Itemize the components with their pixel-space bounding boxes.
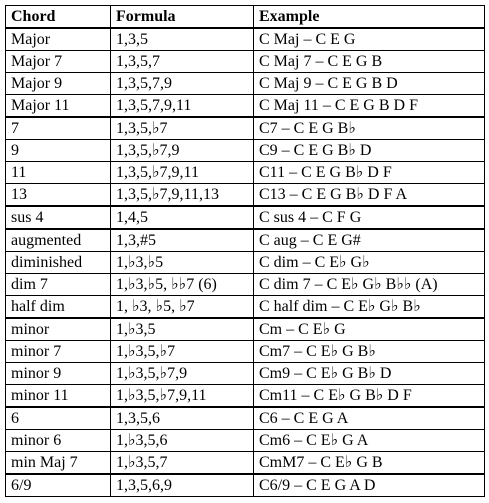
chord-name-cell: 13 <box>6 184 111 207</box>
chord-name-cell: min Maj 7 <box>6 452 111 475</box>
header-example: Example <box>254 6 485 29</box>
formula-cell: 1,3,5,6 <box>111 407 254 430</box>
formula-cell: 1,3,5,♭7,9,11,13 <box>111 184 254 207</box>
example-cell: C aug – C E G# <box>254 229 485 252</box>
table-header-row <box>6 6 485 29</box>
example-cell: C9 – C E G B♭ D <box>254 140 485 162</box>
chord-name-cell: 7 <box>6 117 111 140</box>
example-cell: C11 – C E G B♭ D F <box>254 162 485 184</box>
table-row <box>6 274 485 296</box>
header-chord: Chord <box>6 6 111 29</box>
example-cell: C dim 7 – C E♭ G♭ B♭♭ (A) <box>254 274 485 296</box>
chord-name-cell: Major 11 <box>6 95 111 118</box>
example-cell: C half dim – C E♭ G♭ B♭ <box>254 296 485 319</box>
table-row <box>6 95 485 118</box>
table-row <box>6 229 485 252</box>
formula-cell: 1,♭3,5 <box>111 318 254 341</box>
formula-cell: 1,♭3,5,♭7,9 <box>111 363 254 385</box>
formula-cell: 1,3,#5 <box>111 229 254 252</box>
table-row <box>6 51 485 73</box>
table-row <box>6 318 485 341</box>
table-row <box>6 162 485 184</box>
formula-cell: 1,3,5 <box>111 28 254 51</box>
example-cell: C6 – C E G A <box>254 407 485 430</box>
example-cell: C13 – C E G B♭ D F A <box>254 184 485 207</box>
table-row <box>6 296 485 319</box>
formula-cell: 1,4,5 <box>111 206 254 229</box>
chord-name-cell: Major 9 <box>6 73 111 95</box>
chord-name-cell: Major 7 <box>6 51 111 73</box>
formula-cell: 1,♭3,♭5, ♭♭7 (6) <box>111 274 254 296</box>
table-row <box>6 341 485 363</box>
example-cell: C Maj 9 – C E G B D <box>254 73 485 95</box>
formula-cell: 1,3,5,6,9 <box>111 474 254 497</box>
table-row <box>6 206 485 229</box>
example-cell: C Maj 11 – C E G B D F <box>254 95 485 118</box>
chord-name-cell: 9 <box>6 140 111 162</box>
chord-name-cell: sus 4 <box>6 206 111 229</box>
header-formula: Formula <box>111 6 254 29</box>
chord-formula-table <box>5 5 485 497</box>
formula-cell: 1,3,5,7,9,11 <box>111 95 254 118</box>
chord-name-cell: 6/9 <box>6 474 111 497</box>
table-row <box>6 430 485 452</box>
example-cell: Cm7 – C E♭ G B♭ <box>254 341 485 363</box>
chord-name-cell: 6 <box>6 407 111 430</box>
chord-name-cell: minor <box>6 318 111 341</box>
table-row <box>6 474 485 497</box>
chord-name-cell: half dim <box>6 296 111 319</box>
chord-name-cell: diminished <box>6 252 111 274</box>
table-row <box>6 73 485 95</box>
chord-name-cell: minor 6 <box>6 430 111 452</box>
example-cell: C sus 4 – C F G <box>254 206 485 229</box>
formula-cell: 1,♭3,5,♭7 <box>111 341 254 363</box>
formula-cell: 1, ♭3, ♭5, ♭7 <box>111 296 254 319</box>
formula-cell: 1,3,5,7,9 <box>111 73 254 95</box>
table-row <box>6 184 485 207</box>
formula-cell: 1,♭3,♭5 <box>111 252 254 274</box>
chord-name-cell: Major <box>6 28 111 51</box>
example-cell: C Maj 7 – C E G B <box>254 51 485 73</box>
chord-name-cell: minor 9 <box>6 363 111 385</box>
formula-cell: 1,♭3,5,♭7,9,11 <box>111 385 254 408</box>
example-cell: C7 – C E G B♭ <box>254 117 485 140</box>
example-cell: Cm11 – C E♭ G B♭ D F <box>254 385 485 408</box>
table-row <box>6 28 485 51</box>
formula-cell: 1,3,5,♭7 <box>111 117 254 140</box>
formula-cell: 1,3,5,♭7,9,11 <box>111 162 254 184</box>
table-row <box>6 407 485 430</box>
chord-name-cell: minor 11 <box>6 385 111 408</box>
chord-name-cell: 11 <box>6 162 111 184</box>
table-row <box>6 252 485 274</box>
example-cell: CmM7 – C E♭ G B <box>254 452 485 475</box>
example-cell: C6/9 – C E G A D <box>254 474 485 497</box>
table-body <box>6 28 485 497</box>
table-row <box>6 452 485 475</box>
example-cell: Cm6 – C E♭ G A <box>254 430 485 452</box>
example-cell: C dim – C E♭ G♭ <box>254 252 485 274</box>
table-row <box>6 117 485 140</box>
chord-name-cell: augmented <box>6 229 111 252</box>
formula-cell: 1,3,5,7 <box>111 51 254 73</box>
table-row <box>6 363 485 385</box>
chord-name-cell: minor 7 <box>6 341 111 363</box>
formula-cell: 1,♭3,5,6 <box>111 430 254 452</box>
example-cell: C Maj – C E G <box>254 28 485 51</box>
example-cell: Cm9 – C E♭ G B♭ D <box>254 363 485 385</box>
formula-cell: 1,♭3,5,7 <box>111 452 254 475</box>
table-row <box>6 140 485 162</box>
example-cell: Cm – C E♭ G <box>254 318 485 341</box>
formula-cell: 1,3,5,♭7,9 <box>111 140 254 162</box>
chord-name-cell: dim 7 <box>6 274 111 296</box>
chord-table-container <box>5 5 484 498</box>
table-row <box>6 385 485 408</box>
